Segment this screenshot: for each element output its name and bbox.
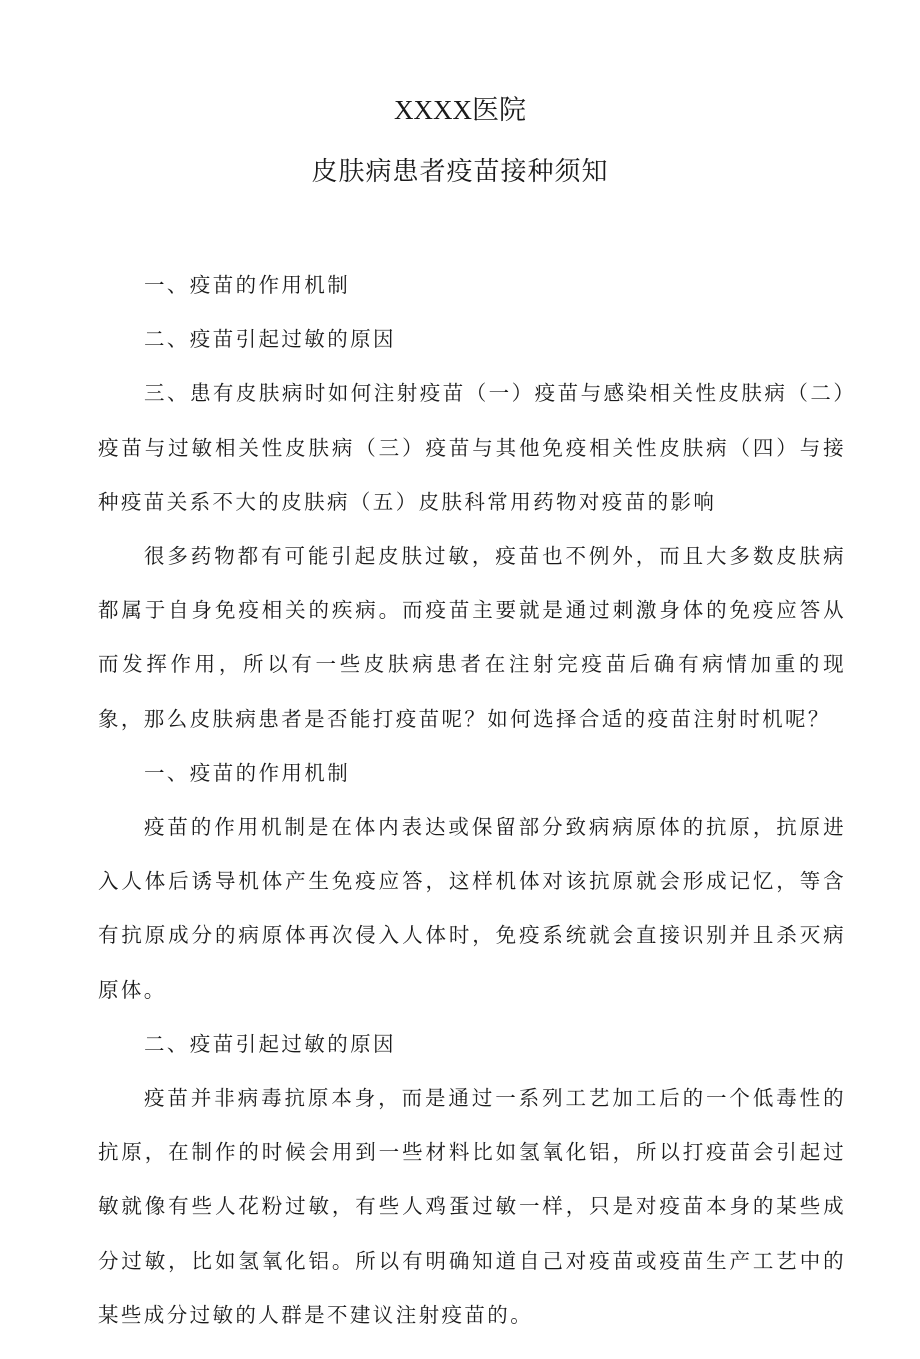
section-heading-mechanism: 一、疫苗的作用机制 [144, 760, 351, 785]
section-heading-allergy-cause: 二、疫苗引起过敏的原因 [144, 1031, 396, 1056]
hospital-title: XXXX医院 [394, 95, 526, 125]
toc-item-allergy-cause: 二、疫苗引起过敏的原因 [144, 327, 396, 352]
intro-paragraph: 很多药物都有可能引起皮肤过敏，疫苗也不例外，而且大多数皮肤病都属于自身免疫相关的疾病。而疫苗主要就是通过刺激身体的免疫应答从而发挥作用，所以有一些皮肤病患者在注射完疫苗后确有病情加重的现象，那么皮肤病患者是否能打疫苗呢？如何选择合适的疫苗注射时机呢？ [98, 544, 846, 731]
document-body [98, 258, 846, 1342]
document-title: 皮肤病患者疫苗接种须知 [311, 157, 609, 187]
mechanism-paragraph: 疫苗的作用机制是在体内表达或保留部分致病病原体的抗原，抗原进入人体后诱导机体产生免疫应答，这样机体对该抗原就会形成记忆，等含有抗原成分的病原体再次侵入人体时，免疫系统就会直接识别并且杀灭病原体。 [98, 815, 846, 1002]
toc-item-mechanism: 一、疫苗的作用机制 [144, 273, 351, 297]
allergy-cause-paragraph: 疫苗并非病毒抗原本身，而是通过一系列工艺加工后的一个低毒性的抗原，在制作的时候会用到一些材料比如氢氧化铝，所以打疫苗会引起过敏就像有些人花粉过敏，有些人鸡蛋过敏一样，只是对疫苗本身的某些成分过敏，比如氢氧化铝。所以有明确知道自己对疫苗或疫苗生产工艺中的某些成分过敏的人群是不建议注射疫苗的。 [98, 1086, 846, 1327]
toc-item-skin-disease-vaccination: 三、患有皮肤病时如何注射疫苗（一）疫苗与感染相关性皮肤病（二）疫苗与过敏相关性皮肤病（三）疫苗与其他免疫相关性皮肤病（四）与接种疫苗关系不大的皮肤病（五）皮肤科常用药物对疫苗的影响 [98, 381, 846, 514]
